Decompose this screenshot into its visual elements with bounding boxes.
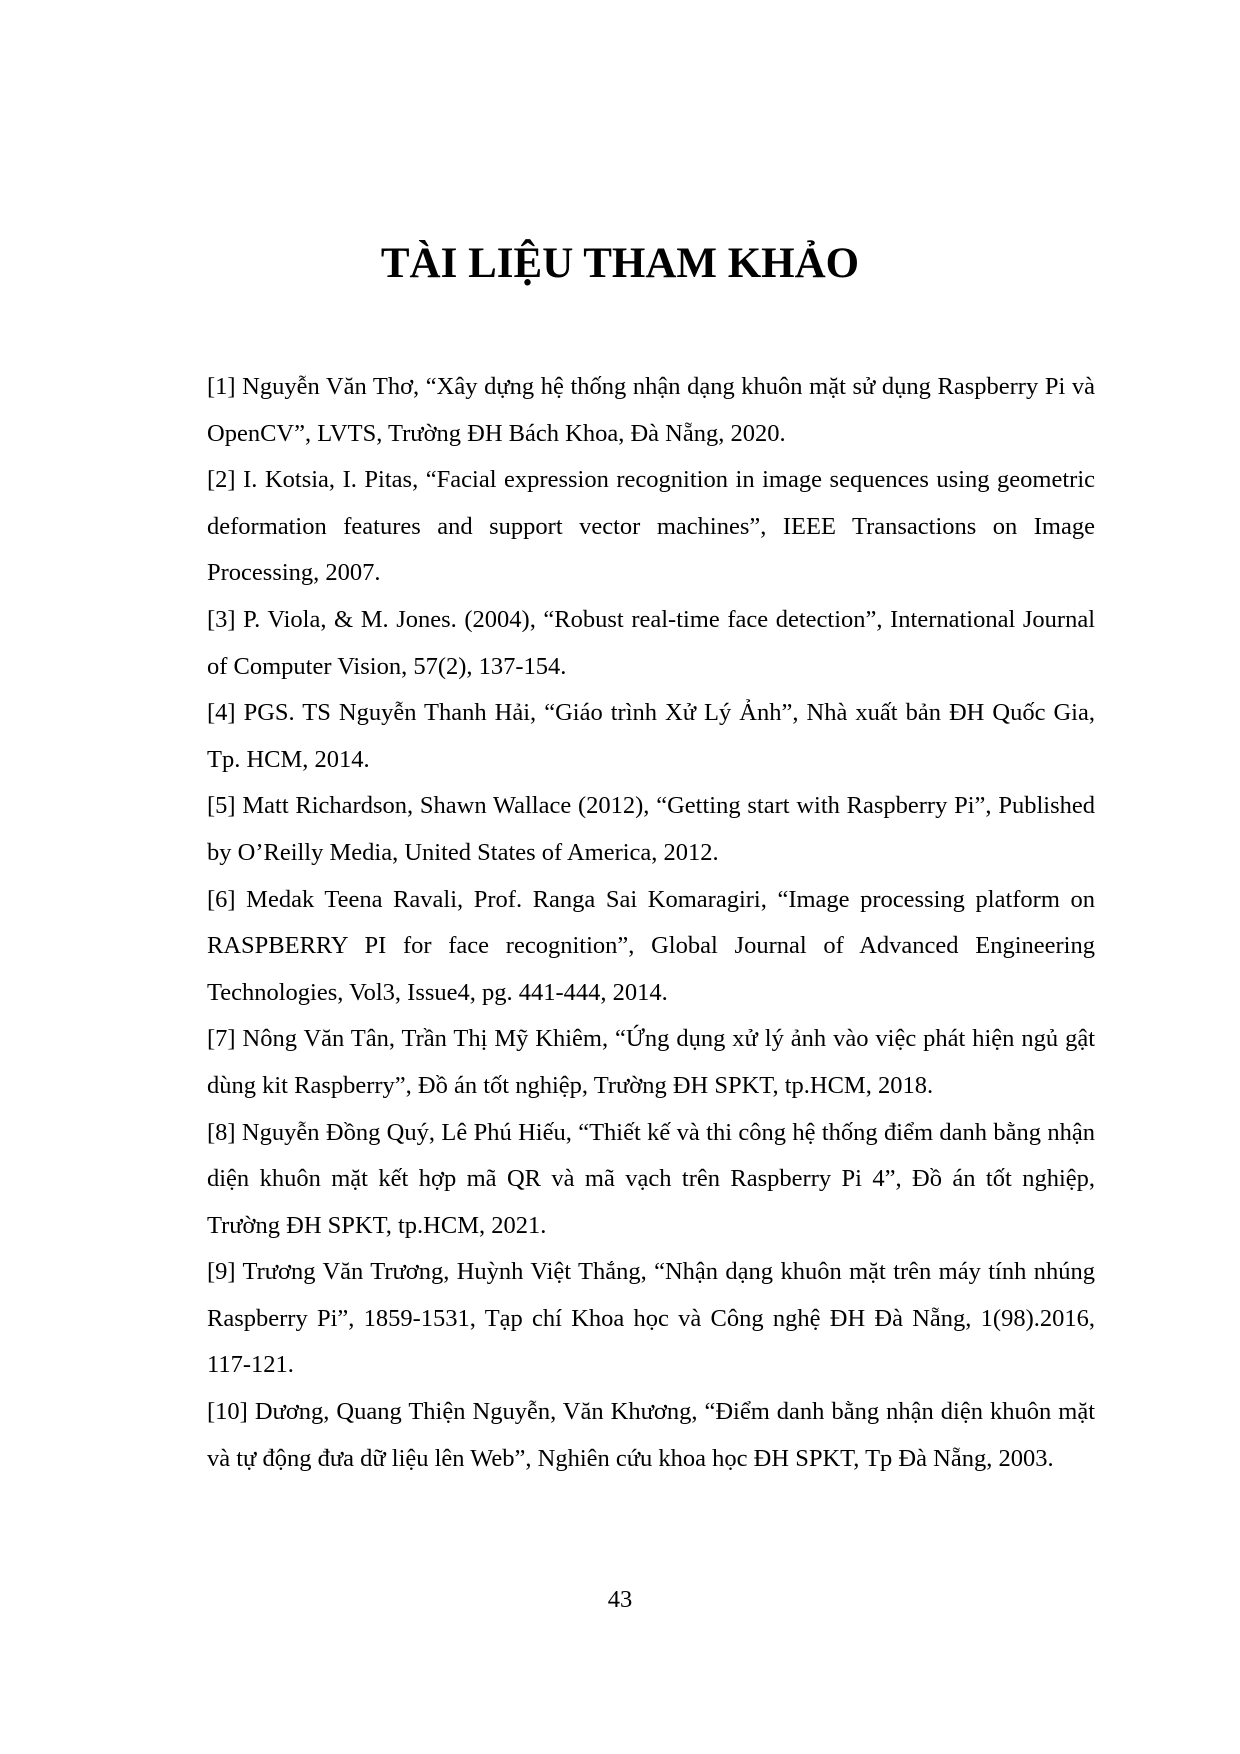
reference-list [207, 364, 1095, 1482]
reference-item-10: [10] Dương, Quang Thiện Nguyễn, Văn Khương, “Điểm danh bằng nhận diện khuôn mặt và tự động đưa dữ liệu lên Web”, Nghiên cứu khoa học ĐH SPKT, Tp Đà Nẵng, 2003. [207, 1398, 1095, 1472]
reference-item-6: [6] Medak Teena Ravali, Prof. Ranga Sai Komaragiri, “Image processing platform on RASPBERRY PI for face recognition”, Global Journal of Advanced Engineering Technologies, Vol3, Issue4, pg. 441-444, 2014. [207, 885, 1095, 1006]
reference-item-3: [3] P. Viola, & M. Jones. (2004), “Robust real-time face detection”, International Journal of Computer Vision, 57(2), 137-154. [207, 605, 1095, 680]
reference-item-1: [1] Nguyễn Văn Thơ, “Xây dựng hệ thống nhận dạng khuôn mặt sử dụng Raspberry Pi và OpenCV”, LVTS, Trường ĐH Bách Khoa, Đà Nẵng, 2020. [207, 373, 1095, 447]
reference-item-4: [4] PGS. TS Nguyễn Thanh Hải, “Giáo trình Xử Lý Ảnh”, Nhà xuất bản ĐH Quốc Gia, Tp. HCM, 2014. [207, 699, 1095, 773]
reference-item-7: [7] Nông Văn Tân, Trần Thị Mỹ Khiêm, “Ứng dụng xử lý ảnh vào việc phát hiện ngủ gật dùng kit Raspberry”, Đồ án tốt nghiệp, Trường ĐH SPKT, tp.HCM, 2018. [207, 1025, 1095, 1099]
page-title: TÀI LIỆU THAM KHẢO [380, 240, 860, 287]
reference-item-5: [5] Matt Richardson, Shawn Wallace (2012), “Getting start with Raspberry Pi”, Published by O’Reilly Media, United States of America, 2012. [207, 792, 1095, 866]
reference-item-8: [8] Nguyễn Đồng Quý, Lê Phú Hiếu, “Thiết kế và thi công hệ thống điểm danh bằng nhận diện khuôn mặt kết hợp mã QR và mã vạch trên Raspberry Pi 4”, Đồ án tốt nghiệp, Trường ĐH SPKT, tp.HCM, 2021. [207, 1118, 1095, 1239]
page-number: 43 [607, 1586, 633, 1613]
reference-item-9: [9] Trương Văn Trương, Huỳnh Việt Thắng, “Nhận dạng khuôn mặt trên máy tính nhúng Raspberry Pi”, 1859-1531, Tạp chí Khoa học và Công nghệ ĐH Đà Nẵng, 1(98).2016, 117-121. [207, 1258, 1095, 1379]
reference-item-2: [2] I. Kotsia, I. Pitas, “Facial expression recognition in image sequences using geometric deformation features and support vector machines”, IEEE Transactions on Image Processing, 2007. [207, 466, 1095, 587]
